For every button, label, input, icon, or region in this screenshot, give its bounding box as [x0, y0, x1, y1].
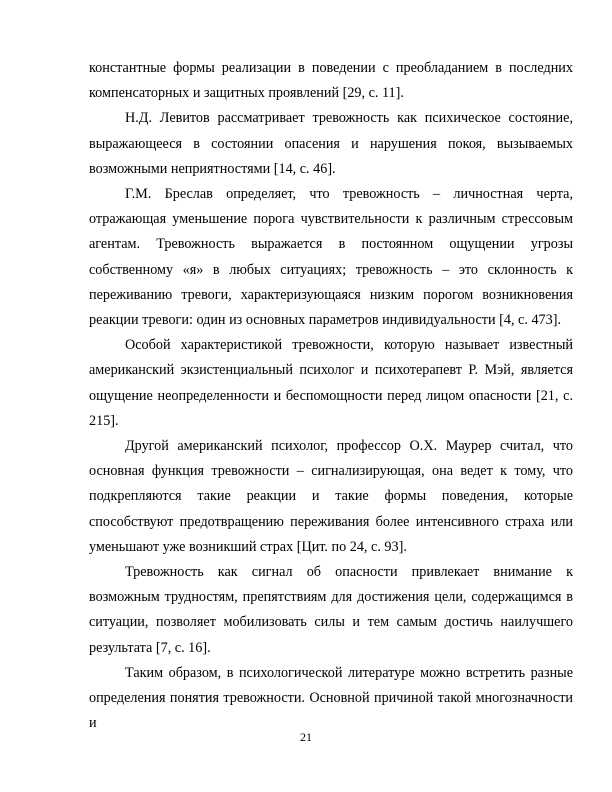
paragraph-breslav: Г.М. Бреслав определяет, что тревожность – личностная черта, отражающая уменьшение порога чувствительности к различным стрессовым агентам. Тревожность выражается в постоянном ощущении угрозы собственному «я» в любых ситуациях; тревожность – это склонность к переживанию тревоги, характеризующаяся низким порогом возникновения реакции тревоги: один из основных параметров индивидуальности [4, с. 473]. [89, 186, 573, 329]
page-number: 21 [300, 730, 312, 744]
paragraph-conclusion: Таким образом, в психологической литературе можно встретить разные определения понятия тревожности. Основной причиной такой многозначности и [89, 664, 573, 732]
paragraph-continuation: константные формы реализации в поведении с преобладанием в последних компенсаторных и защитных проявлений [29, с. 11]. [89, 60, 573, 102]
body-text [89, 56, 573, 736]
paragraph-signal: Тревожность как сигнал об опасности привлекает внимание к возможным трудностям, препятствиям для достижения цели, содержащимся в ситуации, позволяет мобилизовать силы и тем самым достичь наилучшего результата [7, с. 16]. [89, 564, 573, 656]
paragraph-may: Особой характеристикой тревожности, которую называет известный американский экзистенциальный психолог и психотерапевт Р. Мэй, является ощущение неопределенности и беспомощности перед лицом опасности [21, с. 215]. [89, 337, 573, 429]
paragraph-mowrer: Другой американский психолог, профессор О.Х. Маурер считал, что основная функция тревожности – сигнализирующая, она ведет к тому, что подкрепляются такие реакции и такие формы поведения, которые способствуют предотвращению переживания более интенсивного страха или уменьшают уже возникший страх [Цит. по 24, с. 93]. [89, 438, 573, 555]
paragraph-levitov: Н.Д. Левитов рассматривает тревожность как психическое состояние, выражающееся в состоянии опасения и нарушения покоя, вызываемых возможными неприятностями [14, с. 46]. [89, 110, 573, 177]
